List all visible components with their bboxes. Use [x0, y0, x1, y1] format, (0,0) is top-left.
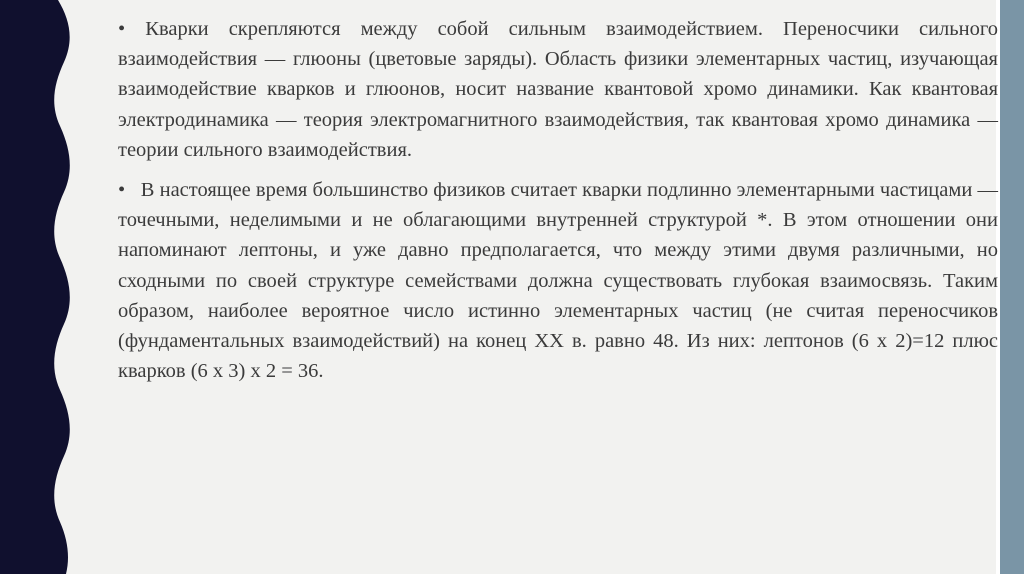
- left-wave-band: [0, 0, 80, 574]
- paragraph-1: [118, 14, 998, 165]
- bullet-1: •: [118, 18, 126, 40]
- right-band: [1000, 0, 1024, 574]
- bullet-2: •: [118, 179, 126, 202]
- paragraph-2-text: В настоящее время большинство физиков считает кварки подлинно элементарными частицами — точечными, неделимыми и не облагающими внутренней структурой *. В этом отношении они напоминают лептоны, и уже давно предполагается, что между этими двумя различными, но сходными по своей структуре семействами должна существовать глубокая взаимосвязь. Таким образом, наиболее вероятное число истинно элементарных частиц (не считая переносчиков (фундаментальных взаимодействий) на конец XX в. равно 48. Из них: лептонов (6 x 2)=12 плюс кварков (6 x 3) x 2 = 36.: [118, 179, 998, 383]
- paragraph-1-text: Кварки скрепляются между собой сильным взаимодействием. Переносчики сильного взаимодействия — глюоны (цветовые заряды). Область физики элементарных частиц, изучающая взаимодействие кварков и глюонов, носит название квантовой хромо динамики. Как квантовая электродинамика — теория электромагнитного взаимодействия, так квантовая хромо динамика — теории сильного взаимодействия.: [118, 18, 999, 161]
- slide-content: [118, 14, 998, 386]
- paragraph-2: [118, 175, 998, 386]
